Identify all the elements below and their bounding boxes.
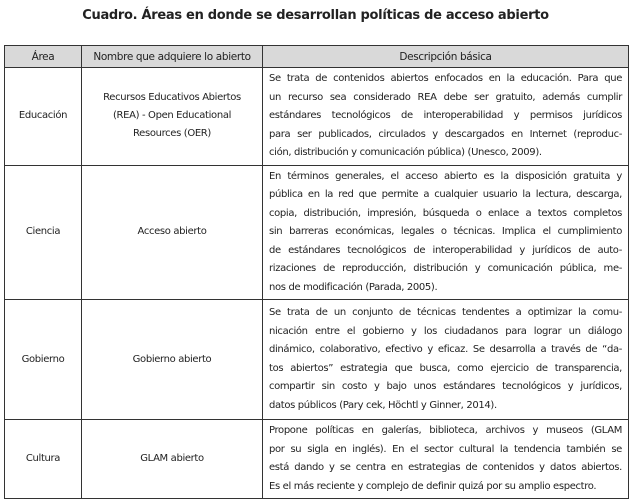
description-line: estándares tecnológicos de interoperabilidad y permisos jurídicos [269,110,622,121]
description-line: sin barreras económicas, legales o técnicas. Implica el cumplimiento [269,226,622,237]
description-line: nicación entre el gobierno y los ciudadanos para lograr un diálogo [269,325,622,337]
description-line: está dando y se centra en estrategias de contenidos y datos abiertos. [269,462,622,473]
name-line: Gobierno abierto [132,353,212,365]
header-row [5,46,629,68]
table-title: Cuadro. Áreas en donde se desarrollan políticas de acceso abierto [82,8,549,23]
description-line: Se trata de un conjunto de técnicas tendentes a optimizar la comu- [269,307,622,318]
cell-description [263,165,629,300]
description-line: dinámico, colaborativo, efectivo y eficaz. Se desarrolla a través de “da- [269,344,622,355]
header-description: Descripción básica [263,46,629,68]
description-line: copia, distribución, impresión, búsqueda o enlace a textos completos [269,207,622,219]
cell-description [263,420,629,499]
cell-area: Educación [5,68,82,166]
cell-area: Cultura [5,420,82,499]
description-line: datos públicos (Pary cek, Höchtl y Ginner, 2014). [269,399,497,411]
description-line: Es el más reciente y complejo de definir quizá por su amplio espectro. [269,480,597,492]
description-line: por su sigla en inglés). En el sector cultural la tendencia también se [269,443,622,455]
table-row [5,420,629,499]
cell-name [82,420,263,499]
cell-description [263,68,629,166]
header-name: Nombre que adquiere lo abierto [82,46,263,68]
name-line: Recursos Educativos Abiertos [103,92,241,104]
description-line: Propone políticas en galerías, biblioteca, archivos y museos (GLAM [269,425,622,436]
description-line: tos abiertos” estrategia que busca, como ejercicio de transparencia, [269,362,622,374]
description-line: un recurso sea considerado REA debe ser gratuito, además cumplir [269,91,622,103]
cell-area: Ciencia [5,165,82,300]
description-line: pública en la red que permite a cualquier usuario la lectura, descarga, [269,189,622,200]
header-area: Área [5,46,82,68]
name-line: (REA) - Open Educational [112,110,232,122]
table-row [5,68,629,166]
cell-description [263,300,629,420]
cell-area: Gobierno [5,300,82,420]
name-line: Acceso abierto [137,226,207,238]
cell-name [82,165,263,300]
description-line: En términos generales, el acceso abierto es la disposición gratuita y [269,170,622,182]
name-line: Resources (OER) [133,128,211,140]
table-row [5,165,629,300]
policies-table [4,45,629,499]
cell-name [82,68,263,166]
description-line: de estándares tecnológicos de interoperabilidad y jurídicos de auto- [269,244,622,256]
table-row [5,300,629,420]
description-line: nos de modificación (Parada, 2005). [269,281,438,293]
cell-name [82,300,263,420]
description-line: para ser publicados, circulados y descargados en Internet (reproduc- [269,128,622,140]
description-line: Se trata de contenidos abiertos enfocados en la educación. Para que [269,73,622,84]
name-line: GLAM abierto [140,453,204,464]
description-line: rizaciones de reproducción, distribución y comunicación pública, me- [269,263,622,274]
description-line: compartir sin costo y bajo unos estándares tecnológicos y jurídicos, [269,381,622,392]
description-line: ción, distribución y comunicación pública) (Unesco, 2009). [269,147,542,158]
